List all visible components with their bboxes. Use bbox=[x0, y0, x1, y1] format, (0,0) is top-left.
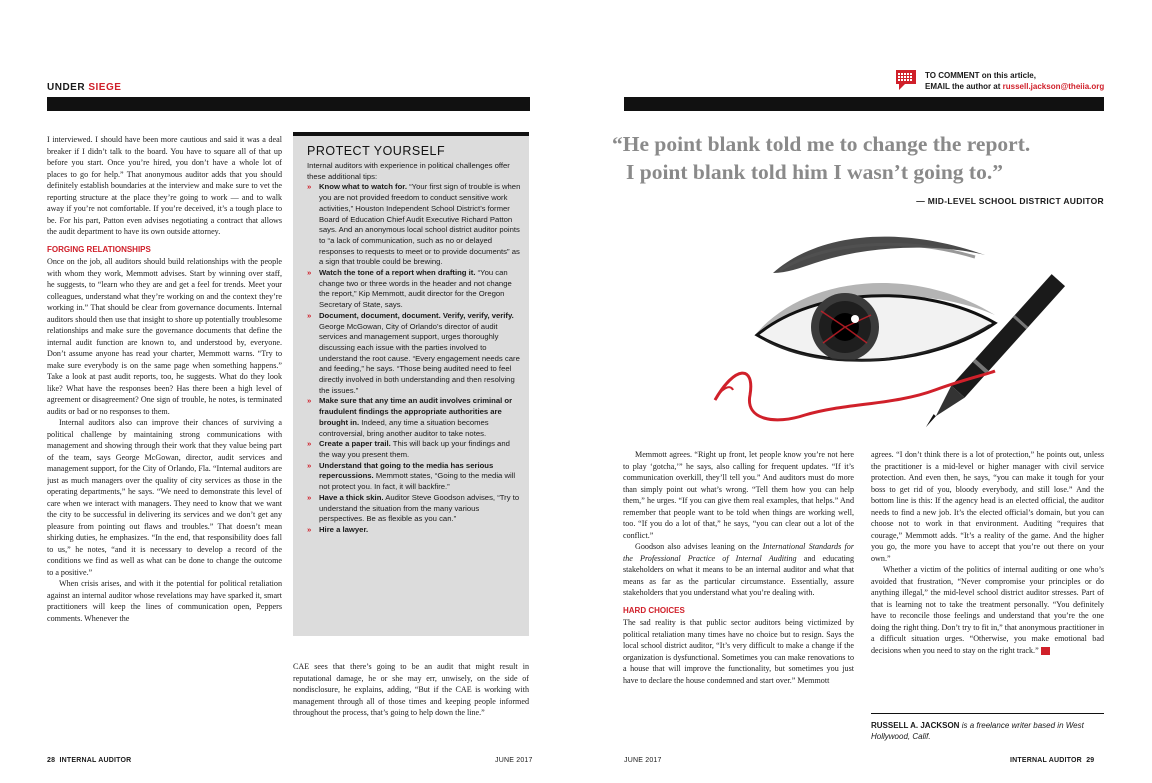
pull-quote bbox=[612, 130, 1107, 186]
tip-body: “Your first sign of trouble is when you are not provided freedom to conduct sensitive work activities,” Houston Independent School District’s former Board of Education Chief Audit Executive Richard Patton says. And an anonymous local school district auditor points to “a lack of communication, such as no or delayed responses to requests to meet or to provide documents” as a sign that trouble could be brewing. bbox=[319, 182, 521, 267]
author-name: RUSSELL A. JACKSON bbox=[871, 721, 960, 730]
tip-head: Make sure that any time an audit involves criminal or fraudulent findings the appropriate authorities are brought in. bbox=[319, 396, 513, 427]
tip-body: Indeed, any time a situation becomes controversial, bring another auditor to take notes. bbox=[319, 417, 489, 438]
pull-quote-line-2: I point blank told him I wasn’t going to.” bbox=[626, 160, 1003, 184]
comment-icon bbox=[896, 70, 918, 92]
sidebar-tips-list bbox=[307, 182, 521, 535]
section-header bbox=[47, 82, 121, 93]
tip-body: Memmott states, “Going to the media will not protect you. In fact, it will backfire.” bbox=[319, 471, 516, 492]
paragraph-text: and educating stakeholders on what it means to be an internal auditor and what that means as far as the particular circumstance. Essentially, assure stakeholders that you understand what you’re dealing with. bbox=[623, 553, 854, 597]
pull-quote-attribution: — MID-LEVEL SCHOOL DISTRICT AUDITOR bbox=[916, 196, 1104, 206]
tip-body: This will back up your findings and the way you present them. bbox=[319, 439, 510, 459]
tip-head: Have a thick skin. bbox=[319, 492, 384, 502]
tip-head: Watch the tone of a report when drafting it. bbox=[319, 268, 476, 278]
paragraph: CAE sees that there’s going to be an audit that might result in reputational damage, he or she may err, unwisely, on the side of nondisclosure, he explains, adding, “But if the CAE is working with management through all of those times and keeping people informed throughout the process, that’s going to help down the line.” bbox=[293, 662, 529, 717]
paragraph: When crisis arises, and with it the potential for political retaliation against an internal auditor whose revelations may have sparked it, smart practitioners will keep the lines of communication open, Peppers comments. Whenever the bbox=[47, 579, 282, 623]
paragraph-text: Whether a victim of the politics of internal auditing or one who’s avoided that frustration, “Never compromise your principles or do anything illegal,” the mid-level school district auditor stresses. Part of that is learning not to take the treatment personally. “You definitely have to reconcile those feelings and understand that you’re the one doing the right thing. Don’t try to fit in,” that anonymous practitioner in a difficult situation urges. “Otherwise, you make emotional bad decisions when you need to stay on the right track.” bbox=[871, 565, 1104, 655]
list-item bbox=[307, 461, 521, 493]
comment-line-2 bbox=[925, 81, 1104, 92]
subhead-hard-choices: HARD CHOICES bbox=[623, 605, 685, 615]
tip-body: Auditor Steve Goodson advises, “Try to understand the situation from the many various perspectives. Be as flexible as you can.” bbox=[319, 492, 520, 524]
list-item bbox=[307, 311, 521, 397]
paragraph bbox=[623, 541, 854, 599]
tip-head: Understand that going to the media has serious repercussions. bbox=[319, 460, 494, 481]
list-item bbox=[307, 525, 521, 536]
paragraph: Once on the job, all auditors should build relationships with the people with whom they work, Memmott advises. Start by winning over staff, he suggests, to “learn who they are and get a feel for trends. Meet your colleagues, understand what they’re working on and the context they’re working in.” That should be clear from governance documents. Internal auditors should then use that insight to shore up potentially troublesome relationships and make sure the governance documents that define the internal audit function are known to, and understood by, everyone. Don’t assume anyone has read your charter, Memmott warns. “Try to make sure everybody is on the same page when something happens.” Take a look at past audit reports, too, he suggests. What do they look like? What have the responses been? Has there been a high level of agreement or disagreement? One sign of trouble, he notes, is terminated audits or bad or no responses to them. bbox=[47, 257, 282, 416]
sidebar-protect-yourself bbox=[293, 132, 529, 636]
author-bio-text: is a freelance writer based in West Hollywood, Calif. bbox=[871, 721, 1084, 741]
tip-head: Document, document, document. Verify, verify, verify. bbox=[319, 310, 514, 320]
footer-right bbox=[1010, 757, 1094, 764]
author-email-link[interactable]: russell.jackson@theiia.org bbox=[1002, 82, 1105, 91]
bio-divider bbox=[871, 713, 1104, 714]
list-item bbox=[307, 439, 521, 460]
publication-name: INTERNAL AUDITOR bbox=[1010, 757, 1082, 764]
list-item bbox=[307, 493, 521, 525]
body-column-2 bbox=[293, 661, 529, 754]
paragraph: Internal auditors also can improve their chances of surviving a political challenge by maintaining strong communications with management and showing through their work that they value being part of the team, says George McGowan, director, audit services and management support, for the City of Orlando, Fla. “Internal auditors are just as much managers over the quality of city services as those in the operating departments,” he says. “We need to demonstrate this level of care when we interact with managers. They need to know that we want the city to be successful in delivering its services and we don’t get any pleasure from pointing out flaws and troubles.” That doesn’t mean shirking duties, he emphasizes. “In the end, that responsibility does fall to us,” he notes, “and it is necessary to develop a record of the conditions we find as well as what can be done to change the outcome to a positive.” bbox=[47, 418, 282, 577]
bullet-marker: » bbox=[307, 268, 312, 278]
paragraph: agrees. “I don’t think there is a lot of protection,” he points out, unless the practitioner is a mid-level or higher manager with civil service protection. And even then, he says, “you can make it tough for your boss to get rid of you, bloody everybody, and still lose.” And the bottom line is this: If the agency head is an elected official, the auditor needs to find a new job. It’s the elected official’s domain, but you can choose not to work in that environment. Auditing “requires that courage,” Memmott adds. “It’s a reality of the game. And the higher you go, the more you have to accept that you’re out there on your own.” bbox=[871, 450, 1104, 563]
subhead-forging-relationships: FORGING RELATIONSHIPS bbox=[47, 244, 151, 254]
author-bio bbox=[871, 720, 1104, 742]
footer-date-left: JUNE 2017 bbox=[495, 757, 533, 764]
section-accent: SIEGE bbox=[88, 82, 122, 93]
paragraph bbox=[871, 564, 1104, 656]
bullet-marker: » bbox=[307, 396, 312, 406]
comment-line-2-prefix: EMAIL the author at bbox=[925, 82, 1001, 91]
tip-body: George McGowan, City of Orlando’s director of audit services and management support, urges thoroughly discussing each issue with the parties involved to understand the root cause. “Every engagement needs care and feeding,” he says. “Those being audited need to feel directly involved in both understanding and then resolving the issues.” bbox=[319, 321, 520, 395]
list-item bbox=[307, 268, 521, 311]
body-column-1 bbox=[47, 134, 282, 752]
page-number: 29 bbox=[1086, 757, 1095, 764]
pull-quote-line-1: “He point blank told me to change the report. bbox=[612, 132, 1031, 156]
bullet-marker: » bbox=[307, 460, 312, 470]
paragraph: The sad reality is that public sector auditors being victimized by political retaliation many times have no choice but to resign. Says the local school district auditor, “It’s very difficult to make a change if the organization is dysfunctional. Sometimes you can make renovations to a house that will improve the functionality, but sometimes you just have to declare the house condemned and start over.” Memmott bbox=[623, 618, 854, 685]
body-column-3 bbox=[623, 449, 854, 754]
footer-date-right: JUNE 2017 bbox=[624, 757, 662, 764]
tip-head: Know what to watch for. bbox=[319, 182, 407, 192]
body-column-4 bbox=[871, 449, 1104, 709]
page-number: 28 bbox=[47, 757, 56, 764]
standards-title: International Standards for the Professional Practice of Internal Auditing bbox=[623, 542, 854, 563]
eye-illustration bbox=[695, 215, 1115, 445]
bullet-marker: » bbox=[307, 492, 312, 502]
sidebar-intro: Internal auditors with experience in political challenges offer these additional tips: bbox=[307, 161, 510, 181]
footer-left bbox=[47, 757, 131, 764]
tip-head: Hire a lawyer. bbox=[319, 524, 369, 534]
list-item bbox=[307, 396, 521, 439]
bullet-marker: » bbox=[307, 182, 312, 192]
comment-prompt bbox=[925, 70, 1104, 92]
publication-name: INTERNAL AUDITOR bbox=[59, 757, 132, 764]
end-mark-icon: IA bbox=[1041, 647, 1050, 655]
tip-body: “You can change two or three words in the header and not change the report,” Kip Memmott, audit director for the Oregon Secretary of State, says. bbox=[319, 268, 512, 310]
bullet-marker: » bbox=[307, 439, 312, 449]
comment-line-1: TO COMMENT on this article, bbox=[925, 71, 1036, 80]
list-item bbox=[307, 182, 521, 268]
tip-head: Create a paper trail. bbox=[319, 439, 391, 449]
paragraph: I interviewed. I should have been more cautious and said it was a deal breaker if I didn’t talk to the board. You have to square all of that up before you start. Once you’re hired, you don’t have a whole lot of places to go for help.” That anonymous auditor adds that you should definitely establish boundaries at the interview and make sure to vet the reporting structure at the place they’re going to work — and to walk away if you’re not comfortable. If you’re deceived, it’s a tough place to be. For his part, Patton even advises negotiating a contract that allows the audit department to have its own outside attorney. bbox=[47, 135, 282, 236]
header-bar-left bbox=[47, 97, 530, 111]
paragraph: Memmott agrees. “Right up front, let people know you’re not here to play ‘gotcha,’” he says, also calling for frequent updates. “If it’s communication overkill, they’ll tell you.” And auditors must do more than simply point out what’s wrong. “Tell them how you can help them,” he urges. “If you can give them real examples, that helps.” And remember that people want to be told when things are working well, too. “If you do a lot of that,” he says, “you can clear out a lot of the conflict.” bbox=[623, 450, 854, 540]
bullet-marker: » bbox=[307, 524, 312, 534]
sidebar-title: PROTECT YOURSELF bbox=[307, 144, 446, 158]
header-bar-right bbox=[624, 97, 1104, 111]
bullet-marker: » bbox=[307, 310, 312, 320]
section-prefix: UNDER bbox=[47, 82, 86, 93]
paragraph-text: Goodson also advises leaning on the bbox=[635, 542, 763, 551]
